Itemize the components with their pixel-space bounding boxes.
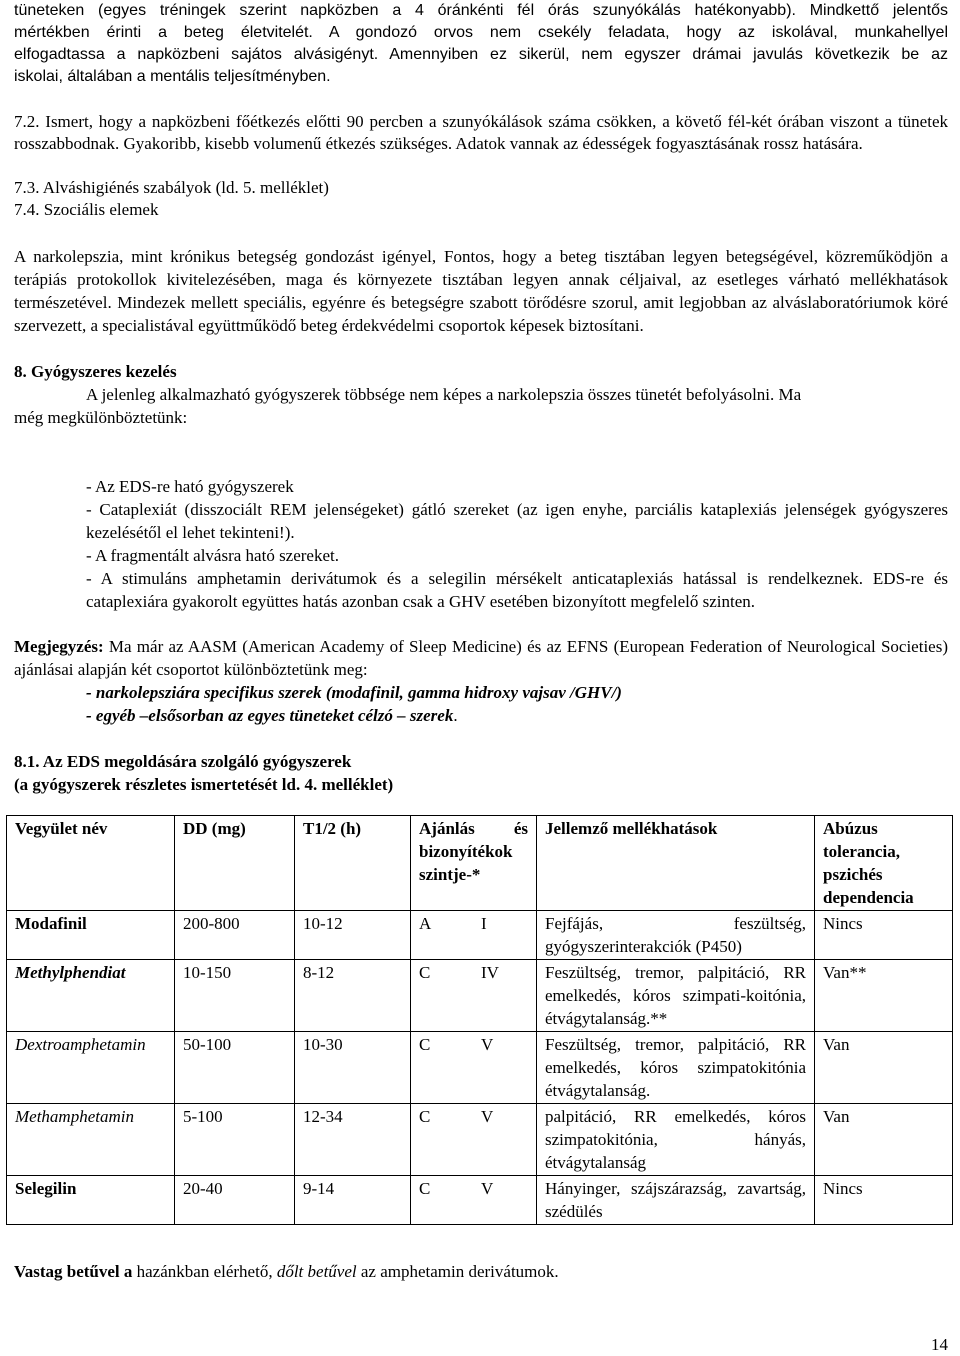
table-legend (14, 1260, 948, 1283)
drug-recommendation (411, 1104, 537, 1176)
drug-name: Modafinil (7, 911, 175, 960)
drug-name: Methylphendiat (7, 960, 175, 1032)
header-cell-dd: DD (mg) (175, 816, 295, 911)
table-row (7, 1104, 953, 1176)
intro-paragraph (14, 0, 948, 88)
drug-abuse: Van (815, 1104, 953, 1176)
drug-group-list (86, 475, 948, 613)
drug-abuse: Nincs (815, 1176, 953, 1225)
legend-bold: Vastag betűvel a (14, 1262, 133, 1281)
drug-rec-grade: C (419, 963, 431, 982)
header-cell-side-effects: Jellemző mellékhatások (537, 816, 815, 911)
drug-t12: 10-12 (295, 911, 411, 960)
drug-evidence-level: V (481, 1179, 494, 1198)
social-paragraph: A narkolepszia, mint krónikus betegség gondozást igényel, Fontos, hogy a beteg tisztában legyen betegségével, közreműködjön a terápiás protokollok kivitelezésében, maga és környezete tisztában legyen annak céljaival, az esetleges várható mellékhatások természetével. Mindezek mellett speciális, egyénre és betegségre szabott törődésre szorul, amit legjobban az alváslaboratóriumok köré szervezett, a specialistával együttműködő beteg érdekvédelmi csoportok képesek biztosítani. (14, 247, 948, 335)
section-8-intro-line-2: még megkülönböztetünk: (14, 408, 188, 427)
section-8-intro (14, 383, 948, 429)
drug-recommendation (411, 960, 537, 1032)
drug-name: Dextroamphetamin (7, 1032, 175, 1104)
table-header-row (7, 816, 953, 911)
note-label: Megjegyzés: (14, 637, 104, 656)
section-7-2-text: 7.2. Ismert, hogy a napközbeni főétkezés előtti 90 percben a szunyókálások száma csökken, a követő fél-két órában viszont a tünetek rosszabbodnak. Gyakoribb, kisebb volumenű étkezés szükséges. Adatok vannak az édességek fogyasztásának rossz hatására. (14, 112, 948, 153)
drug-evidence-level: I (481, 914, 487, 933)
header-cell-t12: T1/2 (h) (295, 816, 411, 911)
drug-dd: 50-100 (175, 1032, 295, 1104)
list-item: - Az EDS-re ható gyógyszerek (86, 477, 294, 496)
section-7-3: 7.3. Alváshigiénés szabályok (ld. 5. melléklet) (14, 178, 329, 197)
drug-side-effects: Feszültség, tremor, palpitáció, RR emelkedés, kóros szimpati-koitónia, étvágytalanság.** (537, 960, 815, 1032)
drug-dd: 20-40 (175, 1176, 295, 1225)
intro-line-2: mértékben érinti a beteg életvitelét. A gondozó orvos nem csekély feladata, hogy az iskolával, munkahellyel (14, 24, 948, 41)
drug-t12: 12-34 (295, 1104, 411, 1176)
section-7-4-heading: 7.4. Szociális elemek (14, 200, 159, 219)
intro-line-1: tüneteken (egyes tréningek szerint napközben a 4 óránkénti fél órás szunyókálás hatékonyabb). Mindkettő jelentős (14, 2, 948, 19)
drug-recommendation (411, 1176, 537, 1225)
page-number: 14 (931, 1335, 948, 1354)
drug-side-effects: Feszültség, tremor, palpitáció, RR emelkedés, kóros szimpatokitónia étvágytalanság. (537, 1032, 815, 1104)
drug-rec-grade: C (419, 1179, 431, 1198)
table-row (7, 1176, 953, 1225)
drug-table (6, 815, 953, 1225)
header-cell-abuse: Abúzus tolerancia, pszichés dependencia (815, 816, 953, 911)
header-cell-name: Vegyület név (7, 816, 175, 911)
list-item: - Cataplexiát (disszociált REM jelenségeket) gátló szereket (az igen enyhe, parciális kataplexiás jelenségek gyógyszeres kezelésétől el lehet tekinteni!). (86, 500, 948, 542)
drug-recommendation (411, 1032, 537, 1104)
table-row (7, 911, 953, 960)
drug-dd: 10-150 (175, 960, 295, 1032)
drug-name: Methamphetamin (7, 1104, 175, 1176)
note-item-2 (86, 704, 948, 727)
note-text: Ma már az AASM (American Academy of Sleep Medicine) és az EFNS (European Federation of Neurological Societies) ajánlásai alapján két csoportot különböztetünk meg: (14, 637, 948, 679)
list-item: - A stimuláns amphetamin derivátumok és a selegilin mérsékelt anticataplexiás hatással is rendelkeznek. EDS-re és cataplexiára gyakorolt együttes hatás azonban csak a GHV esetében bizonyított megfelelő szinten. (86, 569, 948, 611)
note-paragraph (14, 635, 948, 681)
note-item-2-end: . (453, 706, 458, 725)
legend-mid: hazánkban elérhető, (132, 1262, 277, 1281)
drug-t12: 10-30 (295, 1032, 411, 1104)
drug-abuse: Van** (815, 960, 953, 1032)
drug-evidence-level: V (481, 1107, 494, 1126)
drug-rec-grade: C (419, 1107, 431, 1126)
legend-end: az amphetamin derivátumok. (356, 1262, 559, 1281)
note-item-1: - narkolepsziára specifikus szerek (modafinil, gamma hidroxy vajsav /GHV/) (86, 683, 622, 702)
drug-dd: 200-800 (175, 911, 295, 960)
drug-side-effects: Fejfájás, feszültség, gyógyszerinterakciók (P450) (537, 911, 815, 960)
drug-rec-grade: C (419, 1035, 431, 1054)
drug-evidence-level: IV (481, 963, 499, 982)
drug-t12: 9-14 (295, 1176, 411, 1225)
drug-side-effects: Hányinger, szájszárazság, zavartság, szédülés (537, 1176, 815, 1225)
legend-italic: dőlt betűvel (276, 1262, 357, 1281)
section-8-intro-line-1: A jelenleg alkalmazható gyógyszerek többsége nem képes a narkolepszia összes tünetét befolyásolni. Ma (86, 385, 802, 404)
drug-side-effects: palpitáció, RR emelkedés, kóros szimpatokitónia, hányás, étvágytalanság (537, 1104, 815, 1176)
section-8-1-heading-line-1: 8.1. Az EDS megoldására szolgáló gyógyszerek (14, 752, 352, 771)
drug-rec-grade: A (419, 914, 432, 933)
note-item-2-text: - egyéb –elsősorban az egyes tüneteket célzó – szerek (86, 706, 454, 725)
drug-abuse: Nincs (815, 911, 953, 960)
drug-dd: 5-100 (175, 1104, 295, 1176)
drug-recommendation (411, 911, 537, 960)
table-row (7, 1032, 953, 1104)
intro-line-3: elfogadtassa a napközbeni sajátos alvásigényt. Amennyiben ez sikerül, nem egyszer drámai javulás következik be az (14, 46, 948, 63)
section-8-1-heading (14, 750, 948, 796)
drug-t12: 8-12 (295, 960, 411, 1032)
table-row (7, 960, 953, 1032)
section-8-1-heading-line-2: (a gyógyszerek részletes ismertetését ld. 4. melléklet) (14, 775, 394, 794)
header-cell-recommendation: Ajánlás és bizonyítékok szintje-* (411, 816, 537, 911)
section-7-2 (14, 111, 948, 155)
drug-evidence-level: V (481, 1035, 494, 1054)
section-8-heading: 8. Gyógyszeres kezelés (14, 362, 177, 381)
drug-name: Selegilin (7, 1176, 175, 1225)
intro-line-4: iskolai, általában a mentális teljesítményben. (14, 68, 331, 85)
list-item: - A fragmentált alvásra ható szereket. (86, 546, 339, 565)
drug-abuse: Van (815, 1032, 953, 1104)
